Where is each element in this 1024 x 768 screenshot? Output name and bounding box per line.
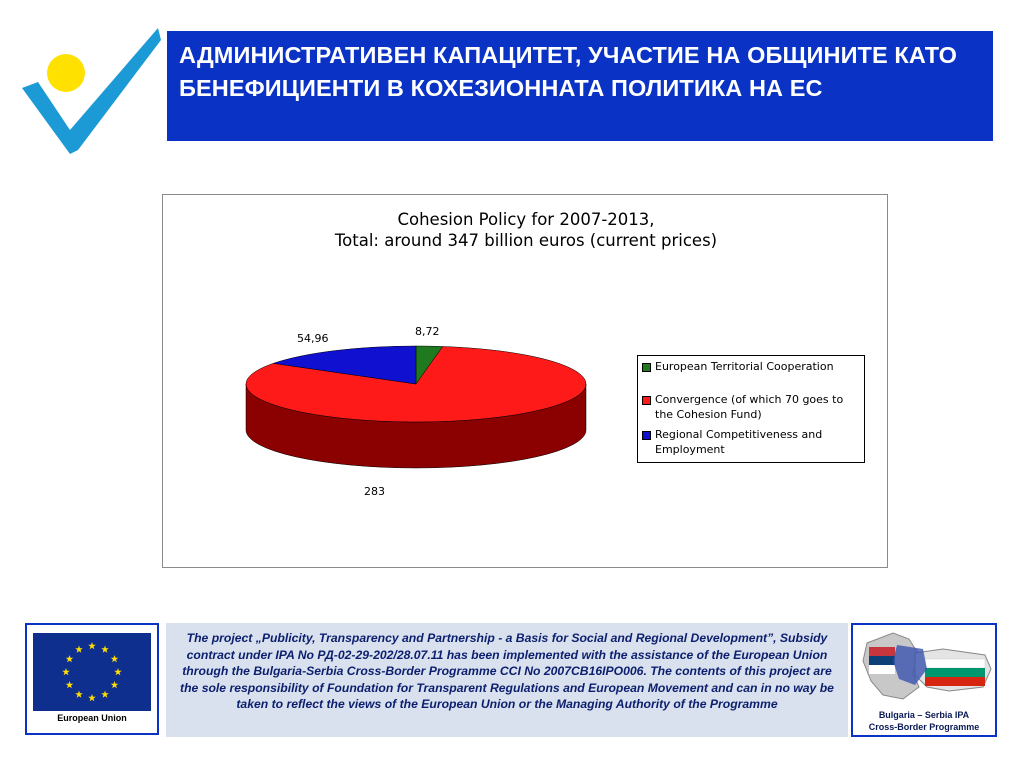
legend-item-competitiveness (642, 427, 860, 457)
title-banner (167, 31, 993, 141)
legend-label: Convergence (of which 70 goes to the Cohesion Fund) (655, 393, 844, 421)
legend-item-territorial (642, 359, 860, 374)
checkmark-logo (18, 26, 163, 156)
eu-star-icon (101, 691, 109, 698)
data-label-convergence: 283 (364, 485, 385, 498)
checkmark-icon (22, 28, 161, 154)
legend-swatch-blue (642, 431, 651, 440)
legend-swatch-green (642, 363, 651, 372)
programme-line1: Bulgaria – Serbia IPA (878, 710, 970, 720)
eu-star-icon (75, 645, 83, 652)
legend-label: Regional Competitiveness and Employment (655, 428, 823, 456)
programme-line2: Cross-Border Programme (868, 722, 980, 732)
eu-star-icon (114, 668, 122, 675)
programme-caption (853, 709, 995, 733)
eu-star-icon (75, 691, 83, 698)
eu-label: European Union (57, 713, 127, 723)
eu-star-icon (88, 694, 96, 701)
eu-star-icon (66, 681, 74, 688)
eu-star-icon (88, 642, 96, 649)
chart-frame (162, 194, 888, 568)
chart-title-line1: Cohesion Policy for 2007-2013, (397, 210, 655, 229)
legend-label: European Territorial Cooperation (655, 360, 834, 373)
eu-flag-icon (33, 633, 151, 711)
eu-logo-box (25, 623, 159, 735)
eu-star-icon (66, 655, 74, 662)
disclaimer-box (166, 623, 848, 737)
chart-title-line2: Total: around 347 billion euros (current prices) (334, 231, 718, 250)
programme-logo-box (851, 623, 997, 737)
eu-star-icon (111, 655, 119, 662)
eu-star-icon (101, 645, 109, 652)
page-title: АДМИНИСТРАТИВЕН КАПАЦИТЕТ, УЧАСТИЕ НА ОБЩИНИТЕ КАТО БЕНЕФИЦИЕНТИ В КОХЕЗИОННАТА ПОЛИТИКА НА ЕС (179, 42, 958, 101)
bulgaria-serbia-map-icon (853, 625, 995, 709)
disclaimer-text: The project „Publicity, Transparency and Partnership - a Basis for Social and Regional Development”, Subsidy contract under IPA No РД-02-29-202/28.07.11 has been implemented with the assistance of the European Union through the Bulgaria-Serbia Cross-Border Programme CCI No 2007CB16IPO006. The contents of this project are the sole responsibility of Foundation for Transparent Regulations and European Movement and can in no way be taken to reflect the views of the European Union or the Managing Authority of the Programme (180, 631, 834, 712)
legend-swatch-red (642, 396, 651, 405)
chart-legend (637, 355, 865, 463)
eu-star-icon (62, 668, 70, 675)
data-label-territorial: 8,72 (415, 325, 440, 338)
sun-icon (47, 54, 85, 92)
legend-item-convergence (642, 392, 860, 422)
eu-star-icon (111, 681, 119, 688)
data-label-competitiveness: 54,96 (297, 332, 329, 345)
